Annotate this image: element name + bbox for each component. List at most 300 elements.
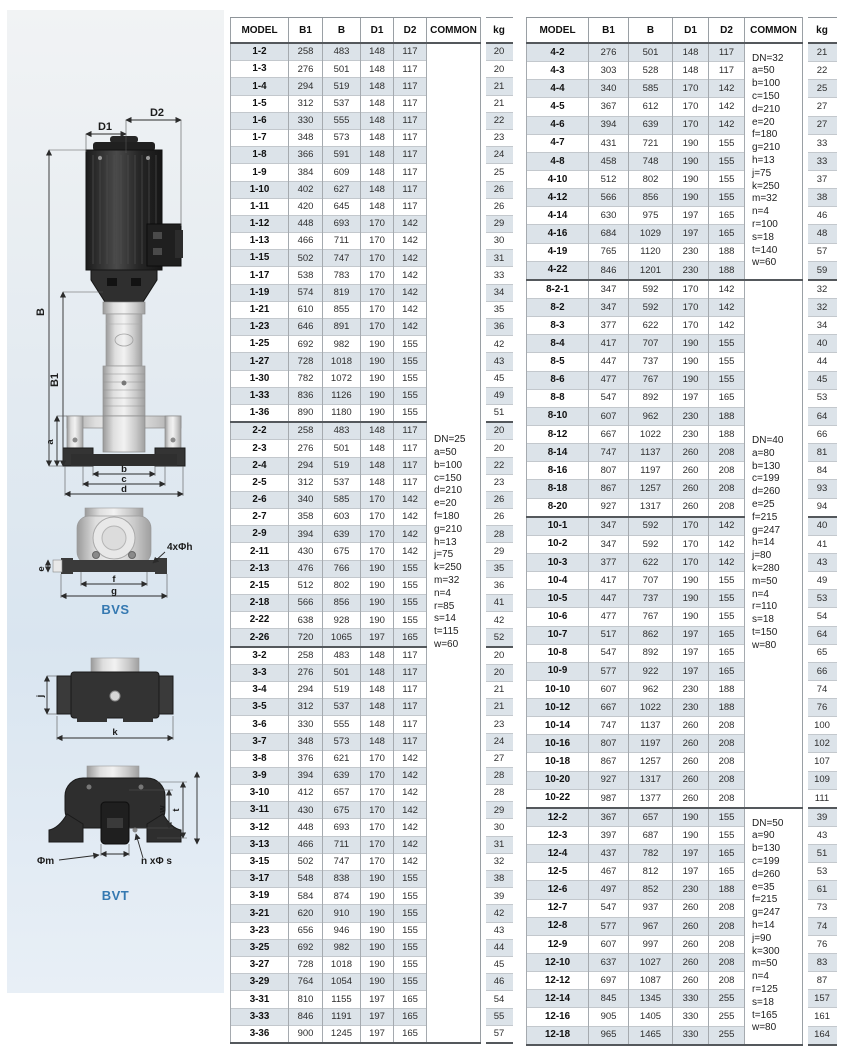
dimension-table-left xyxy=(230,17,513,1044)
weight-cell: 42 xyxy=(486,612,513,629)
dim-cell: 397 xyxy=(589,827,629,845)
dim-cell: 1345 xyxy=(629,990,673,1008)
weight-cell: 28 xyxy=(486,526,513,543)
dim-cell: 148 xyxy=(361,61,394,78)
model-cell: 8-10 xyxy=(527,407,589,425)
dim-cell: 190 xyxy=(673,353,709,371)
dim-cell: 260 xyxy=(673,917,709,935)
model-cell: 4-10 xyxy=(527,170,589,188)
dim-cell: 190 xyxy=(673,134,709,152)
dim-cell: 260 xyxy=(673,899,709,917)
dim-cell: 155 xyxy=(394,939,427,956)
dim-label-j: j xyxy=(35,694,46,698)
weight-cell: 21 xyxy=(486,78,513,95)
dim-cell: 910 xyxy=(323,905,361,922)
dim-label-g: g xyxy=(111,586,117,597)
dim-cell: 165 xyxy=(394,1008,427,1025)
dim-cell: 208 xyxy=(709,789,745,808)
weight-cell: 20 xyxy=(486,422,513,440)
dim-cell: 117 xyxy=(394,129,427,146)
dim-cell: 447 xyxy=(589,590,629,608)
weight-cell: 29 xyxy=(486,543,513,560)
model-cell: 4-4 xyxy=(527,80,589,98)
dim-cell: 276 xyxy=(289,664,323,681)
dim-cell: 155 xyxy=(394,612,427,629)
dim-cell: 117 xyxy=(709,43,745,62)
dim-cell: 537 xyxy=(323,699,361,716)
dim-cell: 142 xyxy=(709,535,745,553)
dim-cell: 547 xyxy=(589,899,629,917)
weight-cell: 44 xyxy=(486,939,513,956)
dim-cell: 155 xyxy=(394,404,427,422)
dim-cell: 782 xyxy=(629,845,673,863)
model-cell: 10-1 xyxy=(527,517,589,536)
bvt-caption: BVT xyxy=(101,888,130,903)
model-cell: 2-22 xyxy=(231,612,289,629)
dim-cell: 155 xyxy=(394,577,427,594)
column-header: D1 xyxy=(673,18,709,44)
dim-cell: 148 xyxy=(361,129,394,146)
column-header: MODEL xyxy=(231,18,289,44)
dim-cell: 190 xyxy=(673,152,709,170)
weight-cell: 41 xyxy=(486,595,513,612)
common-line: m=32 xyxy=(752,193,778,205)
dim-cell: 1317 xyxy=(629,771,673,789)
dim-cell: 1465 xyxy=(629,1026,673,1045)
dimension-table-right xyxy=(526,17,837,1046)
dim-cell: 165 xyxy=(709,662,745,680)
dim-label-k: k xyxy=(112,727,118,738)
model-cell: 1-7 xyxy=(231,129,289,146)
model-cell: 8-14 xyxy=(527,444,589,462)
dim-cell: 937 xyxy=(629,899,673,917)
dim-cell: 965 xyxy=(589,1026,629,1045)
common-line: d=210 xyxy=(752,103,781,115)
model-cell: 1-3 xyxy=(231,61,289,78)
weight-cell: 38 xyxy=(486,871,513,888)
weight-cell: 107 xyxy=(808,753,837,771)
dim-cell: 707 xyxy=(629,572,673,590)
model-cell: 3-12 xyxy=(231,819,289,836)
model-cell: 12-14 xyxy=(527,990,589,1008)
model-cell: 3-7 xyxy=(231,733,289,750)
dim-cell: 165 xyxy=(394,1025,427,1043)
dim-cell: 630 xyxy=(589,207,629,225)
dim-cell: 1022 xyxy=(629,425,673,443)
dim-cell: 376 xyxy=(289,750,323,767)
dim-cell: 294 xyxy=(289,78,323,95)
common-line: h=13 xyxy=(752,155,775,167)
dim-cell: 188 xyxy=(709,680,745,698)
common-cell xyxy=(745,280,803,808)
dim-cell: 987 xyxy=(589,789,629,808)
model-cell: 4-22 xyxy=(527,261,589,280)
model-cell: 2-4 xyxy=(231,457,289,474)
dim-cell: 430 xyxy=(289,802,323,819)
dim-cell: 637 xyxy=(589,954,629,972)
weight-cell: 26 xyxy=(486,198,513,215)
model-cell: 4-6 xyxy=(527,116,589,134)
dim-cell: 117 xyxy=(394,681,427,698)
common-line: d=210 xyxy=(434,485,463,497)
dim-cell: 117 xyxy=(394,733,427,750)
dim-cell: 190 xyxy=(361,404,394,422)
weight-cell: 20 xyxy=(486,61,513,78)
dim-cell: 1072 xyxy=(323,370,361,387)
weight-cell: 51 xyxy=(808,845,837,863)
common-line: w=80 xyxy=(752,639,777,651)
weight-cell: 66 xyxy=(808,425,837,443)
dim-cell: 117 xyxy=(394,78,427,95)
dim-cell: 155 xyxy=(394,370,427,387)
dim-cell: 260 xyxy=(673,753,709,771)
dim-cell: 230 xyxy=(673,407,709,425)
dim-cell: 1137 xyxy=(629,717,673,735)
dim-cell: 330 xyxy=(289,112,323,129)
weight-cell: 27 xyxy=(486,750,513,767)
dim-cell: 190 xyxy=(673,170,709,188)
dim-cell: 208 xyxy=(709,917,745,935)
weight-cell: 49 xyxy=(808,572,837,590)
weight-cell: 33 xyxy=(808,134,837,152)
weight-cell: 23 xyxy=(486,129,513,146)
model-cell: 3-8 xyxy=(231,750,289,767)
weight-cell: 21 xyxy=(486,681,513,698)
dim-cell: 142 xyxy=(709,116,745,134)
dim-cell: 197 xyxy=(673,845,709,863)
common-line: n=4 xyxy=(752,206,769,218)
common-line: b=100 xyxy=(752,78,781,90)
dim-cell: 230 xyxy=(673,881,709,899)
dim-cell: 622 xyxy=(629,553,673,571)
dim-cell: 982 xyxy=(323,336,361,353)
dim-cell: 170 xyxy=(361,215,394,232)
dim-label-nxφs: n xΦ s xyxy=(141,856,172,867)
dim-cell: 190 xyxy=(361,922,394,939)
dim-cell: 501 xyxy=(323,664,361,681)
dim-cell: 431 xyxy=(589,134,629,152)
dim-cell: 142 xyxy=(394,802,427,819)
model-cell: 1-15 xyxy=(231,250,289,267)
model-cell: 12-16 xyxy=(527,1008,589,1026)
common-line: d=260 xyxy=(752,486,781,498)
dim-cell: 1022 xyxy=(629,699,673,717)
dim-cell: 197 xyxy=(673,626,709,644)
dim-cell: 466 xyxy=(289,836,323,853)
dim-cell: 607 xyxy=(589,407,629,425)
dim-cell: 802 xyxy=(323,577,361,594)
dim-cell: 538 xyxy=(289,267,323,284)
model-cell: 3-17 xyxy=(231,871,289,888)
header-row xyxy=(527,18,837,44)
dim-cell: 170 xyxy=(361,526,394,543)
dim-cell: 148 xyxy=(361,95,394,112)
common-line: h=14 xyxy=(752,919,775,931)
side-base-drawing xyxy=(7,658,224,750)
model-cell: 10-18 xyxy=(527,753,589,771)
dim-cell: 448 xyxy=(289,215,323,232)
weight-cell: 25 xyxy=(808,80,837,98)
model-cell: 4-7 xyxy=(527,134,589,152)
dim-cell: 900 xyxy=(289,1025,323,1043)
dim-cell: 197 xyxy=(361,1025,394,1043)
dim-cell: 155 xyxy=(394,922,427,939)
common-cell xyxy=(745,43,803,280)
model-cell: 10-5 xyxy=(527,590,589,608)
dim-cell: 188 xyxy=(709,425,745,443)
weight-cell: 38 xyxy=(808,189,837,207)
header-row xyxy=(231,18,513,44)
dim-cell: 117 xyxy=(394,181,427,198)
dim-cell: 190 xyxy=(673,608,709,626)
dim-cell: 347 xyxy=(589,535,629,553)
dim-cell: 170 xyxy=(361,819,394,836)
dim-cell: 867 xyxy=(589,480,629,498)
dim-cell: 142 xyxy=(709,80,745,98)
weight-cell: 22 xyxy=(486,112,513,129)
model-cell: 3-33 xyxy=(231,1008,289,1025)
dim-cell: 466 xyxy=(289,233,323,250)
common-line: k=250 xyxy=(434,562,462,574)
dim-cell: 190 xyxy=(361,595,394,612)
dim-cell: 566 xyxy=(289,595,323,612)
dim-cell: 170 xyxy=(361,853,394,870)
dim-cell: 117 xyxy=(394,198,427,215)
dim-cell: 148 xyxy=(361,681,394,698)
model-cell: 3-9 xyxy=(231,767,289,784)
dim-cell: 155 xyxy=(709,608,745,626)
dim-cell: 155 xyxy=(394,336,427,353)
model-cell: 1-4 xyxy=(231,78,289,95)
model-cell: 2-2 xyxy=(231,422,289,440)
dim-cell: 612 xyxy=(629,98,673,116)
dim-cell: 340 xyxy=(589,80,629,98)
dim-cell: 190 xyxy=(361,336,394,353)
weight-cell: 29 xyxy=(486,802,513,819)
model-cell: 4-3 xyxy=(527,62,589,80)
dim-cell: 764 xyxy=(289,974,323,991)
model-cell: 1-30 xyxy=(231,370,289,387)
weight-cell: 39 xyxy=(808,808,837,827)
dim-cell: 155 xyxy=(709,353,745,371)
dim-cell: 501 xyxy=(323,61,361,78)
dim-cell: 190 xyxy=(361,612,394,629)
dim-cell: 148 xyxy=(673,62,709,80)
weight-cell: 164 xyxy=(808,1026,837,1045)
common-line: n=4 xyxy=(752,971,769,983)
weight-cell: 157 xyxy=(808,990,837,1008)
common-line: k=250 xyxy=(752,180,780,192)
dim-cell: 230 xyxy=(673,243,709,261)
side-body xyxy=(57,658,173,722)
model-cell: 8-16 xyxy=(527,462,589,480)
dim-cell: 294 xyxy=(289,681,323,698)
weight-cell: 100 xyxy=(808,717,837,735)
dim-cell: 846 xyxy=(289,1008,323,1025)
common-line: n=4 xyxy=(752,588,769,600)
dim-cell: 967 xyxy=(629,917,673,935)
dim-cell: 592 xyxy=(629,517,673,536)
dim-cell: 117 xyxy=(394,474,427,491)
model-cell: 3-29 xyxy=(231,974,289,991)
dim-cell: 697 xyxy=(589,972,629,990)
dim-cell: 197 xyxy=(673,863,709,881)
dim-cell: 537 xyxy=(323,474,361,491)
dim-cell: 555 xyxy=(323,112,361,129)
weight-cell: 61 xyxy=(808,881,837,899)
weight-cell: 36 xyxy=(486,319,513,336)
table-row xyxy=(527,280,837,299)
dim-cell: 627 xyxy=(323,181,361,198)
dim-cell: 190 xyxy=(361,871,394,888)
dim-cell: 155 xyxy=(709,170,745,188)
dim-cell: 928 xyxy=(323,612,361,629)
model-cell: 2-18 xyxy=(231,595,289,612)
dim-cell: 170 xyxy=(361,491,394,508)
weight-cell: 93 xyxy=(808,480,837,498)
model-cell: 2-7 xyxy=(231,509,289,526)
weight-cell: 22 xyxy=(486,457,513,474)
model-cell: 3-36 xyxy=(231,1025,289,1043)
dim-cell: 962 xyxy=(629,680,673,698)
dim-cell: 190 xyxy=(361,370,394,387)
model-cell: 12-3 xyxy=(527,827,589,845)
dim-cell: 117 xyxy=(394,422,427,440)
dim-cell: 142 xyxy=(394,819,427,836)
dim-cell: 367 xyxy=(589,98,629,116)
dim-cell: 592 xyxy=(629,280,673,299)
dim-cell: 867 xyxy=(589,753,629,771)
dim-cell: 656 xyxy=(289,922,323,939)
weight-cell: 51 xyxy=(486,404,513,422)
dim-label-d: d xyxy=(121,484,127,495)
weight-cell: 32 xyxy=(808,298,837,316)
weight-cell: 24 xyxy=(486,147,513,164)
weight-cell: 45 xyxy=(486,956,513,973)
weight-cell: 29 xyxy=(486,215,513,232)
common-line: w=80 xyxy=(752,1022,777,1034)
dim-cell: 303 xyxy=(589,62,629,80)
dim-cell: 838 xyxy=(323,871,361,888)
dim-cell: 142 xyxy=(394,301,427,318)
weight-cell: 32 xyxy=(486,853,513,870)
weight-cell: 27 xyxy=(808,98,837,116)
common-line: s=18 xyxy=(752,231,774,243)
common-line: g=210 xyxy=(752,142,781,154)
model-cell: 4-12 xyxy=(527,189,589,207)
dim-cell: 190 xyxy=(361,560,394,577)
dim-cell: 892 xyxy=(629,389,673,407)
dim-cell: 197 xyxy=(673,225,709,243)
dim-cell: 190 xyxy=(673,827,709,845)
weight-cell: 23 xyxy=(486,716,513,733)
common-line: k=300 xyxy=(752,945,780,957)
common-line: DN=50 xyxy=(752,817,784,829)
weight-cell: 57 xyxy=(808,243,837,261)
dim-cell: 1377 xyxy=(629,789,673,808)
model-cell: 4-19 xyxy=(527,243,589,261)
weight-cell: 35 xyxy=(486,301,513,318)
dim-cell: 197 xyxy=(673,662,709,680)
dim-cell: 330 xyxy=(673,1008,709,1026)
dim-cell: 170 xyxy=(673,80,709,98)
dim-cell: 856 xyxy=(629,189,673,207)
common-line: g=247 xyxy=(752,524,781,536)
dim-cell: 728 xyxy=(289,956,323,973)
dim-cell: 585 xyxy=(629,80,673,98)
dim-cell: 188 xyxy=(709,699,745,717)
dim-cell: 476 xyxy=(289,560,323,577)
model-cell: 3-11 xyxy=(231,802,289,819)
dim-cell: 975 xyxy=(629,207,673,225)
dim-cell: 155 xyxy=(394,956,427,973)
dim-cell: 142 xyxy=(394,526,427,543)
dim-cell: 142 xyxy=(394,250,427,267)
bvs-body xyxy=(53,508,167,574)
dim-cell: 208 xyxy=(709,972,745,990)
dim-label-b-small: b xyxy=(121,464,127,475)
common-line: b=130 xyxy=(752,843,781,855)
weight-cell: 40 xyxy=(808,335,837,353)
dim-cell: 377 xyxy=(589,317,629,335)
dim-cell: 117 xyxy=(394,147,427,164)
dim-cell: 170 xyxy=(673,317,709,335)
dim-cell: 1065 xyxy=(323,629,361,647)
column-header: kg xyxy=(808,18,837,44)
model-cell: 2-11 xyxy=(231,543,289,560)
dim-cell: 620 xyxy=(289,905,323,922)
dim-cell: 188 xyxy=(709,243,745,261)
dim-cell: 170 xyxy=(361,301,394,318)
common-line: j=80 xyxy=(752,550,772,562)
model-cell: 1-21 xyxy=(231,301,289,318)
dim-cell: 148 xyxy=(361,716,394,733)
dim-cell: 684 xyxy=(589,225,629,243)
common-line: a=80 xyxy=(752,447,775,459)
model-cell: 1-13 xyxy=(231,233,289,250)
dim-cell: 155 xyxy=(709,590,745,608)
dim-cell: 117 xyxy=(394,716,427,733)
dim-cell: 467 xyxy=(589,863,629,881)
weight-cell: 24 xyxy=(486,733,513,750)
weight-cell: 40 xyxy=(808,517,837,536)
dim-cell: 852 xyxy=(629,881,673,899)
dim-cell: 142 xyxy=(394,750,427,767)
dim-cell: 384 xyxy=(289,164,323,181)
common-line: g=210 xyxy=(434,523,463,535)
dim-cell: 260 xyxy=(673,717,709,735)
weight-cell: 22 xyxy=(808,62,837,80)
model-cell: 1-19 xyxy=(231,284,289,301)
dim-label-φm: Φm xyxy=(37,856,55,867)
dim-cell: 782 xyxy=(289,370,323,387)
dim-label-b1: B1 xyxy=(49,372,61,388)
weight-cell: 46 xyxy=(486,974,513,991)
model-cell: 10-4 xyxy=(527,572,589,590)
dim-cell: 1120 xyxy=(629,243,673,261)
dim-cell: 170 xyxy=(673,535,709,553)
weight-cell: 65 xyxy=(808,644,837,662)
dim-cell: 165 xyxy=(709,626,745,644)
common-line: b=100 xyxy=(434,459,463,471)
common-line: r=100 xyxy=(752,219,778,230)
dim-cell: 692 xyxy=(289,336,323,353)
model-cell: 1-6 xyxy=(231,112,289,129)
bvt-base-drawing xyxy=(7,766,224,878)
common-line: j=75 xyxy=(434,549,454,561)
dim-cell: 190 xyxy=(673,590,709,608)
common-line: j=75 xyxy=(752,167,772,179)
